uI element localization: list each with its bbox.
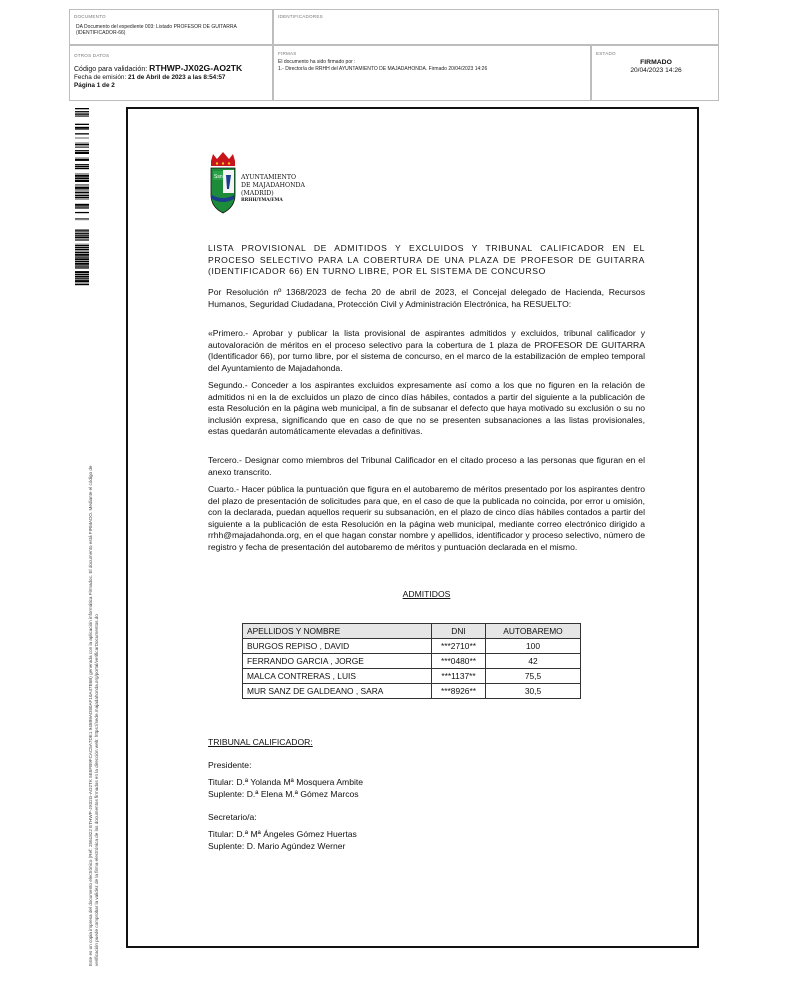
col-apellidos-nombre: APELLIDOS Y NOMBRE <box>243 624 432 639</box>
presidente-suplente: Suplente: D.ª Elena M.ª Gómez Marcos <box>208 789 359 799</box>
paragraph-segundo <box>208 380 645 438</box>
identificadores-label: IDENTIFICADORES <box>278 14 323 19</box>
barcode <box>75 108 89 286</box>
secretario-suplente: Suplente: D. Mario Agúndez Werner <box>208 841 346 851</box>
table-header-row <box>243 624 581 639</box>
header-identificadores-box <box>273 9 719 45</box>
title-text: LISTA PROVISIONAL DE ADMITIDOS Y EXCLUIDOS Y TRIBUNAL CALIFICADOR EN EL PROCESO SELECTIVO PARA LA COBERTURA DE UNA PLAZA DE PROFESOR DE GUITARRA (IDENTIFICADOR 66) EN TURNO LIBRE, POR EL SISTEMA DE CONCURSO <box>208 243 645 276</box>
col-dni: DNI <box>432 624 486 639</box>
table-row <box>243 669 581 684</box>
header-firmas-box <box>273 45 591 101</box>
document-title <box>208 243 645 278</box>
cell-name: BURGOS REPISO , DAVID <box>243 639 432 654</box>
svg-text:Ssn: Ssn <box>214 174 223 180</box>
paragraph-primero <box>208 328 645 374</box>
codigo-validacion <box>74 63 242 73</box>
logo-line3: (MADRID) <box>241 190 274 197</box>
cell-name: FERRANDO GARCIA , JORGE <box>243 654 432 669</box>
side-note-line2: verificación puede comprobar la validez de la firma electrónica de los documentos firmados en la dirección web: https://sede.majadahonda.org/portal/verificarDocumentos.do <box>94 614 100 966</box>
admitidos-heading: ADMITIDOS <box>402 589 451 599</box>
intro-text: Por Resolución nº 1368/2023 de fecha 20 de abril de 2023, el Concejal delegado de Hacienda, Recursos Humanos, Seguridad Ciudadana, Protección Civil y Administración Electrónica, ha RESUELTO: <box>208 287 645 309</box>
codigo-prefix: Código para validación: <box>74 66 148 73</box>
presidente-label: Presidente: <box>208 760 252 770</box>
otros-datos-label: OTROS DATOS <box>74 53 110 58</box>
documento-label: DOCUMENTO <box>74 14 106 19</box>
cell-dni: ***1137** <box>432 669 486 684</box>
header-otros-datos-box <box>69 45 273 101</box>
tribunal-presidente <box>208 759 363 801</box>
primero-text: «Primero.- Aprobar y publicar la lista provisional de aspirantes admitidos y excluidos, tribunal calificador y autovaloración de méritos en el proceso selectivo para la cobertura de 1 plaza de PROFESOR DE GUITARRA (Identificador 66), por turno libre, por el sistema de concurso, en el marco de la estabilización de empleo temporal del Ayuntamiento de Majadahonda. <box>208 328 645 373</box>
cell-dni: ***8926** <box>432 684 486 699</box>
logo-text <box>241 174 305 204</box>
cell-autobaremo: 30,5 <box>486 684 581 699</box>
cuarto-text: Cuarto.- Hacer pública la puntuación que figura en el autobaremo de méritos presentado por los aspirantes dentro del plazo de presentación de solicitudes para que, en el caso de que la publicada no coincida, por error u omisión, con la declarada, puedan aquellos requerir su subsanación, en el plazo de cinco días hábiles contados a partir del siguiente a la publicación de esta Resolución en la página web municipal, mediante correo electrónico dirigido a rrhh@majadahonda.org, en el que hagan constar nombre y apellidos, identificador y proceso selectivo, número de registro y fecha de presentación del autobaremo de méritos y puntuación declarada en el mismo. <box>208 484 645 552</box>
estado-value: FIRMADO <box>640 59 672 66</box>
fecha-emision <box>74 74 225 81</box>
paragraph-tercero <box>208 455 645 478</box>
logo-code: RRHH/YMA/EMA <box>241 198 283 203</box>
cell-name: MUR SANZ DE GALDEANO , SARA <box>243 684 432 699</box>
tercero-text: Tercero.- Designar como miembros del Tribunal Calificador en el citado proceso a las personas que figuran en el anexo transcrito. <box>208 455 645 477</box>
tribunal-heading: TRIBUNAL CALIFICADOR: <box>208 737 313 747</box>
cell-autobaremo: 42 <box>486 654 581 669</box>
firmas-label: FIRMAS <box>278 51 297 56</box>
table-row <box>243 684 581 699</box>
codigo-value: RTHWP-JX02G-AO2TK <box>149 63 243 73</box>
fecha-prefix: Fecha de emisión: <box>74 74 127 81</box>
col-autobaremo: AUTOBAREMO <box>486 624 581 639</box>
fecha-value: 21 de Abril de 2023 a las 8:54:57 <box>128 74 226 81</box>
documento-value: DA Documento del expediente 003: Listado PROFESOR DE GUITARRA (IDENTIFICADOR-66) <box>76 24 237 36</box>
side-note-line1: Este es un copia impresa del documento electrónico (Ref: 2561822 ETHWP-JX02G-AO2TK 5E5FB9FCAC5A7DE1 945B9AD80AF10A47E6B) generada con la aplicación informática Firmadoc. El documento está FIRMADO. Mediante el código de <box>88 465 93 966</box>
header-documento-box <box>69 9 273 45</box>
verification-side-note <box>88 301 100 966</box>
cell-autobaremo: 75,5 <box>486 669 581 684</box>
secretario-label: Secretario/a: <box>208 812 257 822</box>
paragraph-cuarto <box>208 484 645 553</box>
resolution-intro <box>208 287 645 310</box>
table-row <box>243 654 581 669</box>
table-row <box>243 639 581 654</box>
estado-date: 20/04/2023 14:26 <box>630 67 682 74</box>
firmas-line1: El documento ha sido firmado por : <box>278 59 356 65</box>
cell-name: MALCA CONTRERAS , LUIS <box>243 669 432 684</box>
segundo-text: Segundo.- Conceder a los aspirantes excluidos expresamente así como a los que no figuren en la relación de admitidos ni en la de excluidos un plazo de cinco días hábiles, contados a partir del siguiente a la publicación de esta Resolución en la página web municipal, a fin de subsanar el defecto que haya motivado su exclusión o su no inclusión expresa, significando que en caso de que no se presenten subsanaciones a las listas provisionales, estas quedarán automáticamente elevadas a definitivas. <box>208 380 645 436</box>
logo-line2: DE MAJADAHONDA <box>241 182 305 189</box>
firmas-line2: 1.- Director/a de RRHH del AYUNTAMIENTO DE MAJADAHONDA. Firmado 20/04/2023 14:26 <box>278 66 488 72</box>
logo-line1: AYUNTAMIENTO <box>241 174 297 181</box>
header-estado-box <box>591 45 719 101</box>
cell-dni: ***0480** <box>432 654 486 669</box>
estado-label: ESTADO <box>596 51 616 56</box>
admitidos-table <box>242 623 581 699</box>
presidente-titular: Titular: D.ª Yolanda Mª Mosquera Ambite <box>208 776 364 787</box>
secretario-titular: Titular: D.ª Mª Ángeles Gómez Huertas <box>208 828 357 839</box>
cell-autobaremo: 100 <box>486 639 581 654</box>
pagina: Página 1 de 2 <box>74 82 115 89</box>
cell-dni: ***2710** <box>432 639 486 654</box>
majadahonda-crest-icon <box>207 151 239 215</box>
tribunal-secretario <box>208 811 357 853</box>
